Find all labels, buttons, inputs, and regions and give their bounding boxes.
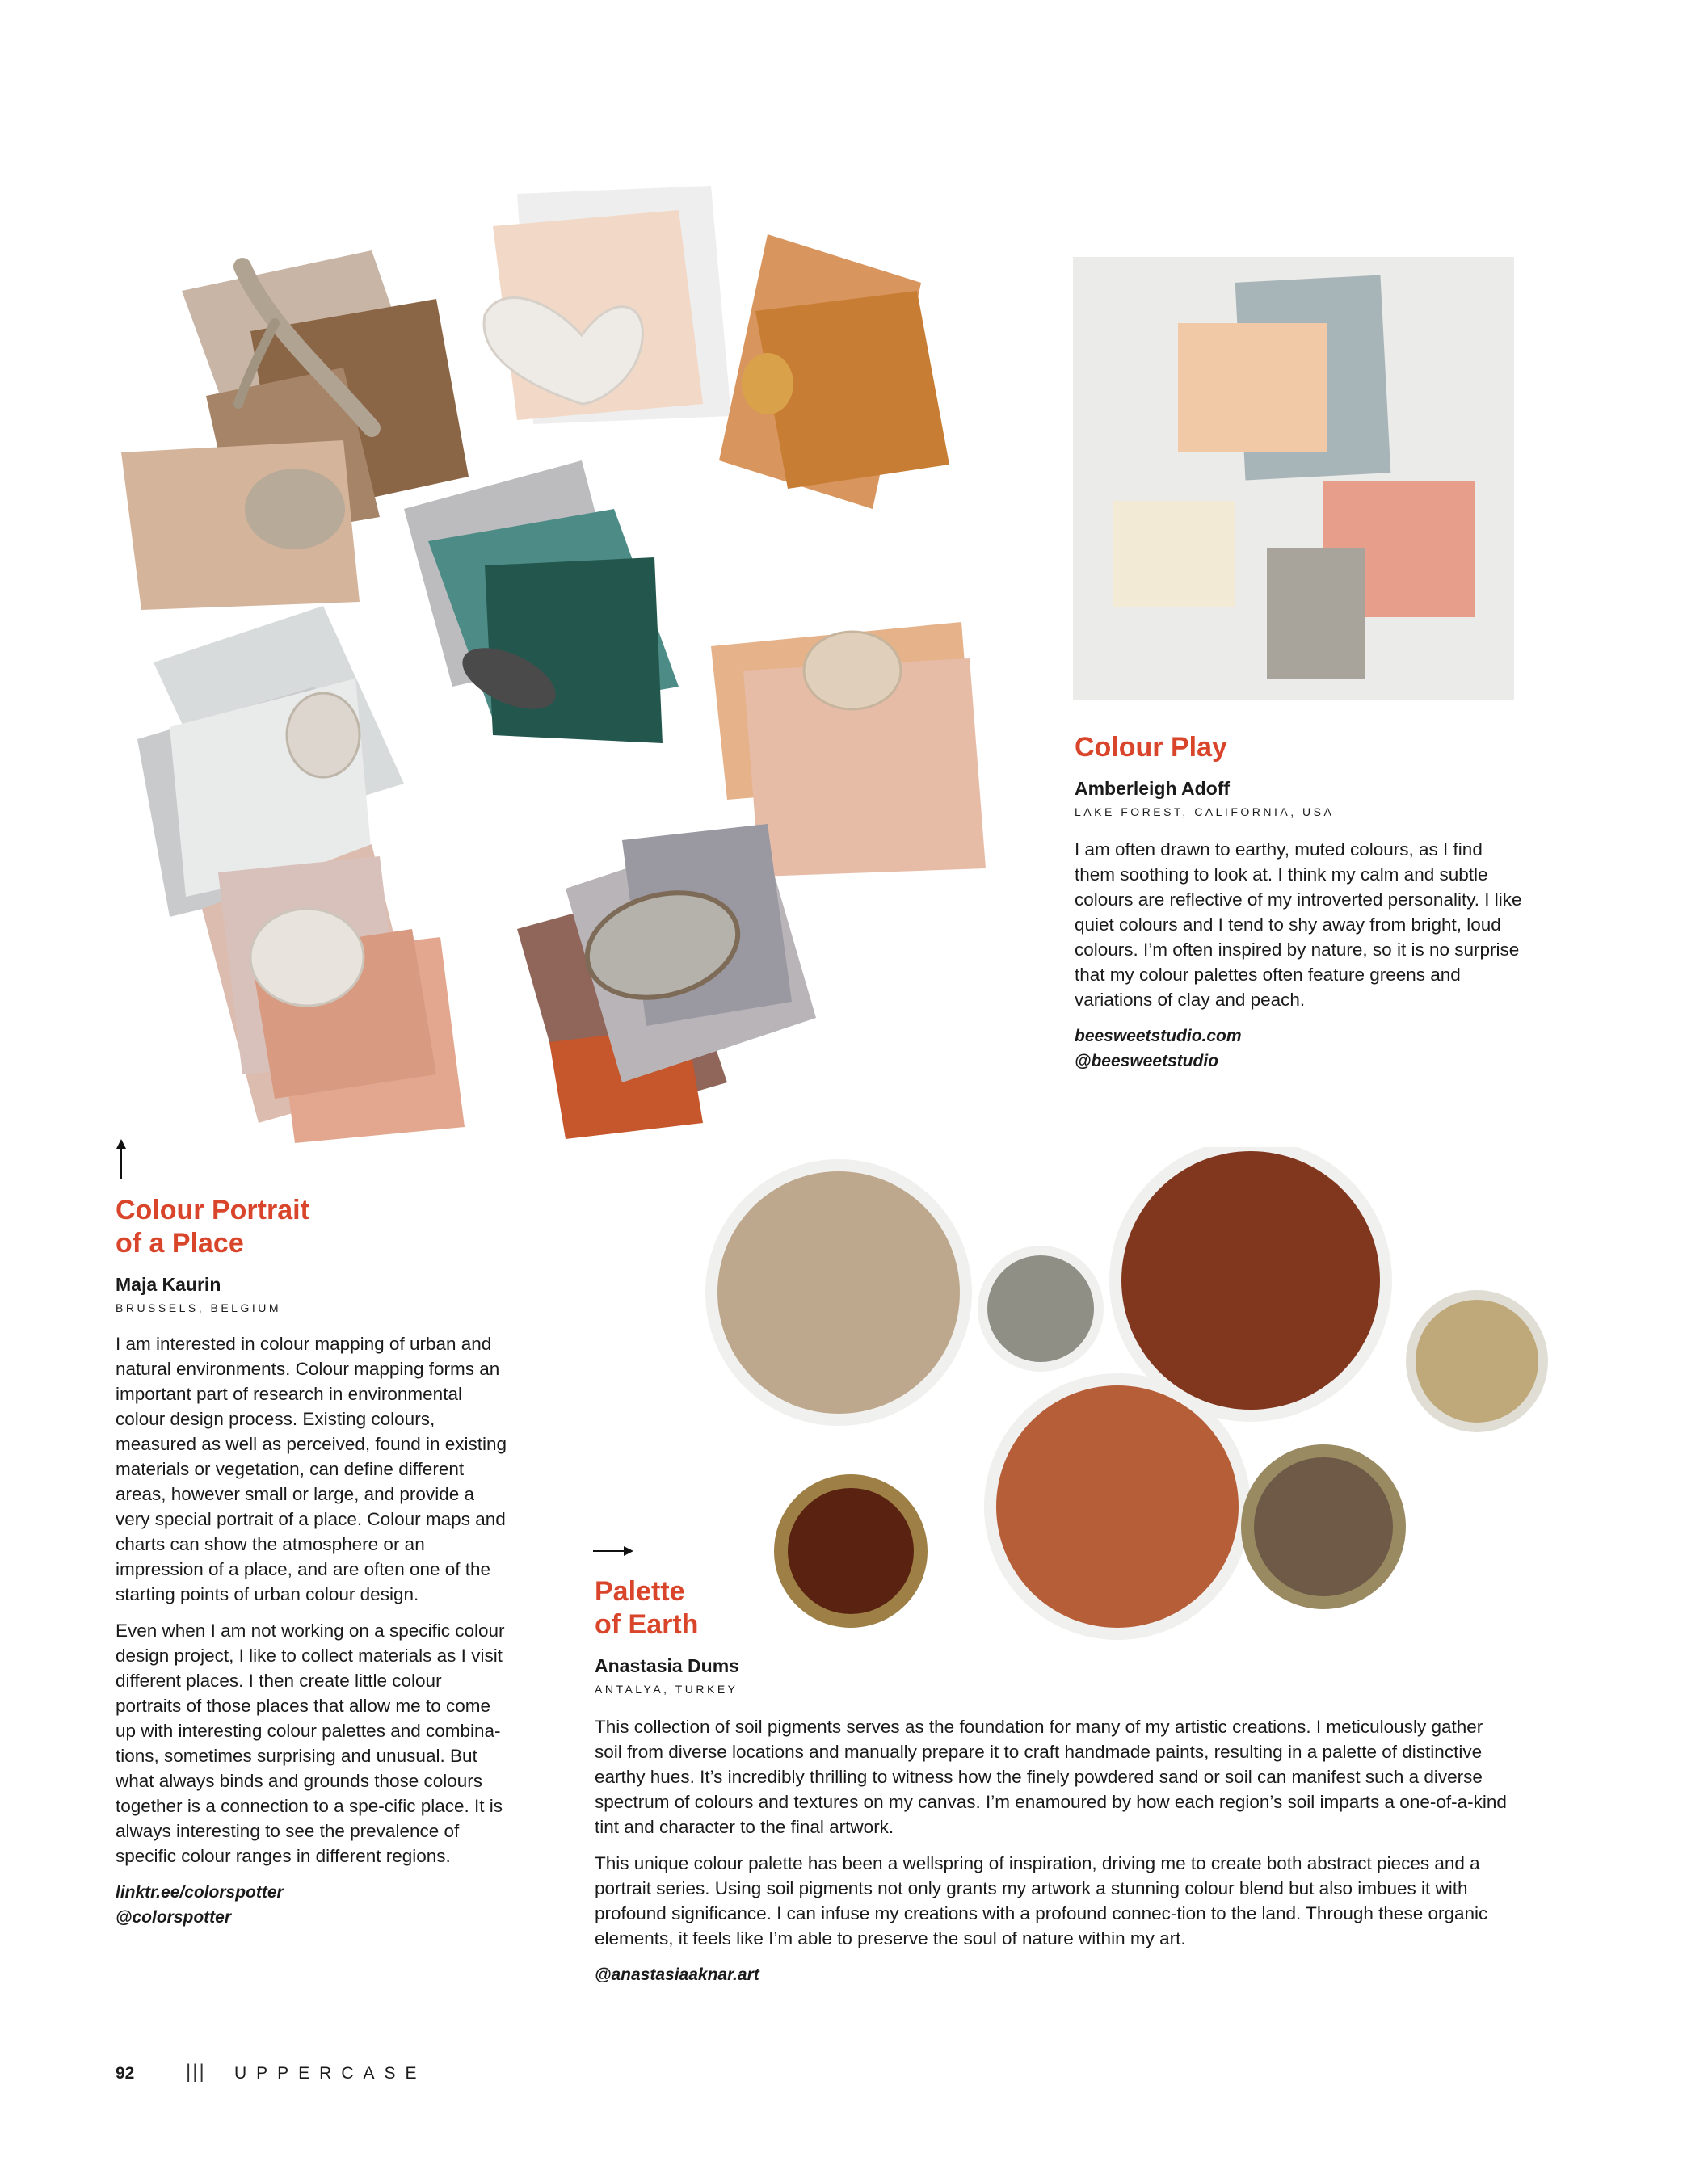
author-name: Maja Kaurin bbox=[116, 1274, 221, 1295]
palette-of-earth-photo bbox=[677, 1147, 1550, 1648]
article-body bbox=[595, 1714, 1508, 1951]
arrow-up-icon bbox=[113, 1139, 129, 1179]
author-name: Anastasia Dums bbox=[595, 1655, 739, 1676]
website-link[interactable]: beesweetstudio.com bbox=[1075, 1027, 1242, 1045]
colour-portrait-article bbox=[116, 1194, 511, 1930]
author-name: Amberleigh Adoff bbox=[1075, 778, 1231, 799]
social-handle-link[interactable]: @beesweetstudio bbox=[1075, 1052, 1219, 1070]
colour-play-photo bbox=[1073, 257, 1514, 700]
author-location: ANTALYA, TURKEY bbox=[595, 1683, 738, 1696]
paragraph: This collection of soil pigments serves as the foundation for many of my artistic creations. I meticulously gather soil from diverse locations and manually prepare it to craft handmade paints, resulting in a palette of distinctive earthy hues. It’s incredibly thrilling to witness how the finely powdered sand or soil can manifest such a diverse spectrum of colours and textures on my canvas. I’m enamoured by how each region’s soil imparts a one-of-a-kind tint and character to the final artwork. bbox=[595, 1717, 1507, 1837]
author-location: BRUSSELS, BELGIUM bbox=[116, 1301, 281, 1314]
website-link[interactable]: linktr.ee/colorspotter bbox=[116, 1883, 284, 1902]
social-handle-link[interactable]: @anastasiaaknar.art bbox=[595, 1965, 759, 1984]
divider-bars: ||| bbox=[186, 2061, 206, 2083]
author-location: LAKE FOREST, CALIFORNIA, USA bbox=[1075, 805, 1335, 818]
article-title-line1: Colour Portrait bbox=[116, 1195, 309, 1225]
paragraph: I am often drawn to earthy, muted colours, as I find them soothing to look at. I think my calm and subtle colours are reflective of my introverted personality. I like quiet colours and I tend to shy away from bright, loud colours. I’m often inspired by nature, so it is no surprise that my colour palettes often feature greens and variations of clay and peach. bbox=[1075, 839, 1522, 1010]
article-title-line1: Palette bbox=[595, 1576, 685, 1607]
social-handle-link[interactable]: @colorspotter bbox=[116, 1908, 231, 1927]
colour-play-article bbox=[1075, 731, 1527, 1074]
colour-portrait-photo bbox=[65, 162, 1050, 1155]
arrow-right-icon bbox=[593, 1543, 633, 1559]
paragraph: This unique colour palette has been a wellspring of inspiration, driving me to create both abstract pieces and a portrait series. Using soil pigments not only grants my artwork a stunning colour blend but also imbues it with profound significance. I can infuse my creations with a profound connec-tion to the land. Through these organic elements, it feels like I’m able to preserve the soul of nature within my art. bbox=[595, 1853, 1488, 1948]
paragraph: Even when I am not working on a specific colour design project, I like to collect materials as I visit different places. I then create little colour portraits of those places that allow me to come up with interesting colour palettes and combina-tions, sometimes surprising and unusual. But what always binds and grounds those colours together is a connection to a spe-cific place. It is always interesting to see the prevalence of specific colour ranges in different regions. bbox=[116, 1621, 505, 1866]
article-body bbox=[1075, 837, 1527, 1012]
paragraph: I am interested in colour mapping of urban and natural environments. Colour mapping forms an important part of research in environmental colour design process. Existing colours, measured as well as perceived, found in existing materials or vegetation, can define different areas, however small or large, and provide a very special portrait of a place. Colour maps and charts can show the atmosphere or an impression of a place, and are often one of the starting points of urban colour design. bbox=[116, 1334, 507, 1604]
page-number: 92 bbox=[116, 2064, 135, 2083]
article-title-line2: of a Place bbox=[116, 1228, 244, 1259]
article-body bbox=[116, 1331, 511, 1869]
palette-of-earth-article bbox=[595, 1575, 1508, 1987]
article-title: Colour Play bbox=[1075, 732, 1227, 763]
magazine-brand: UPPERCASE bbox=[234, 2064, 427, 2083]
article-title-line2: of Earth bbox=[595, 1609, 699, 1640]
